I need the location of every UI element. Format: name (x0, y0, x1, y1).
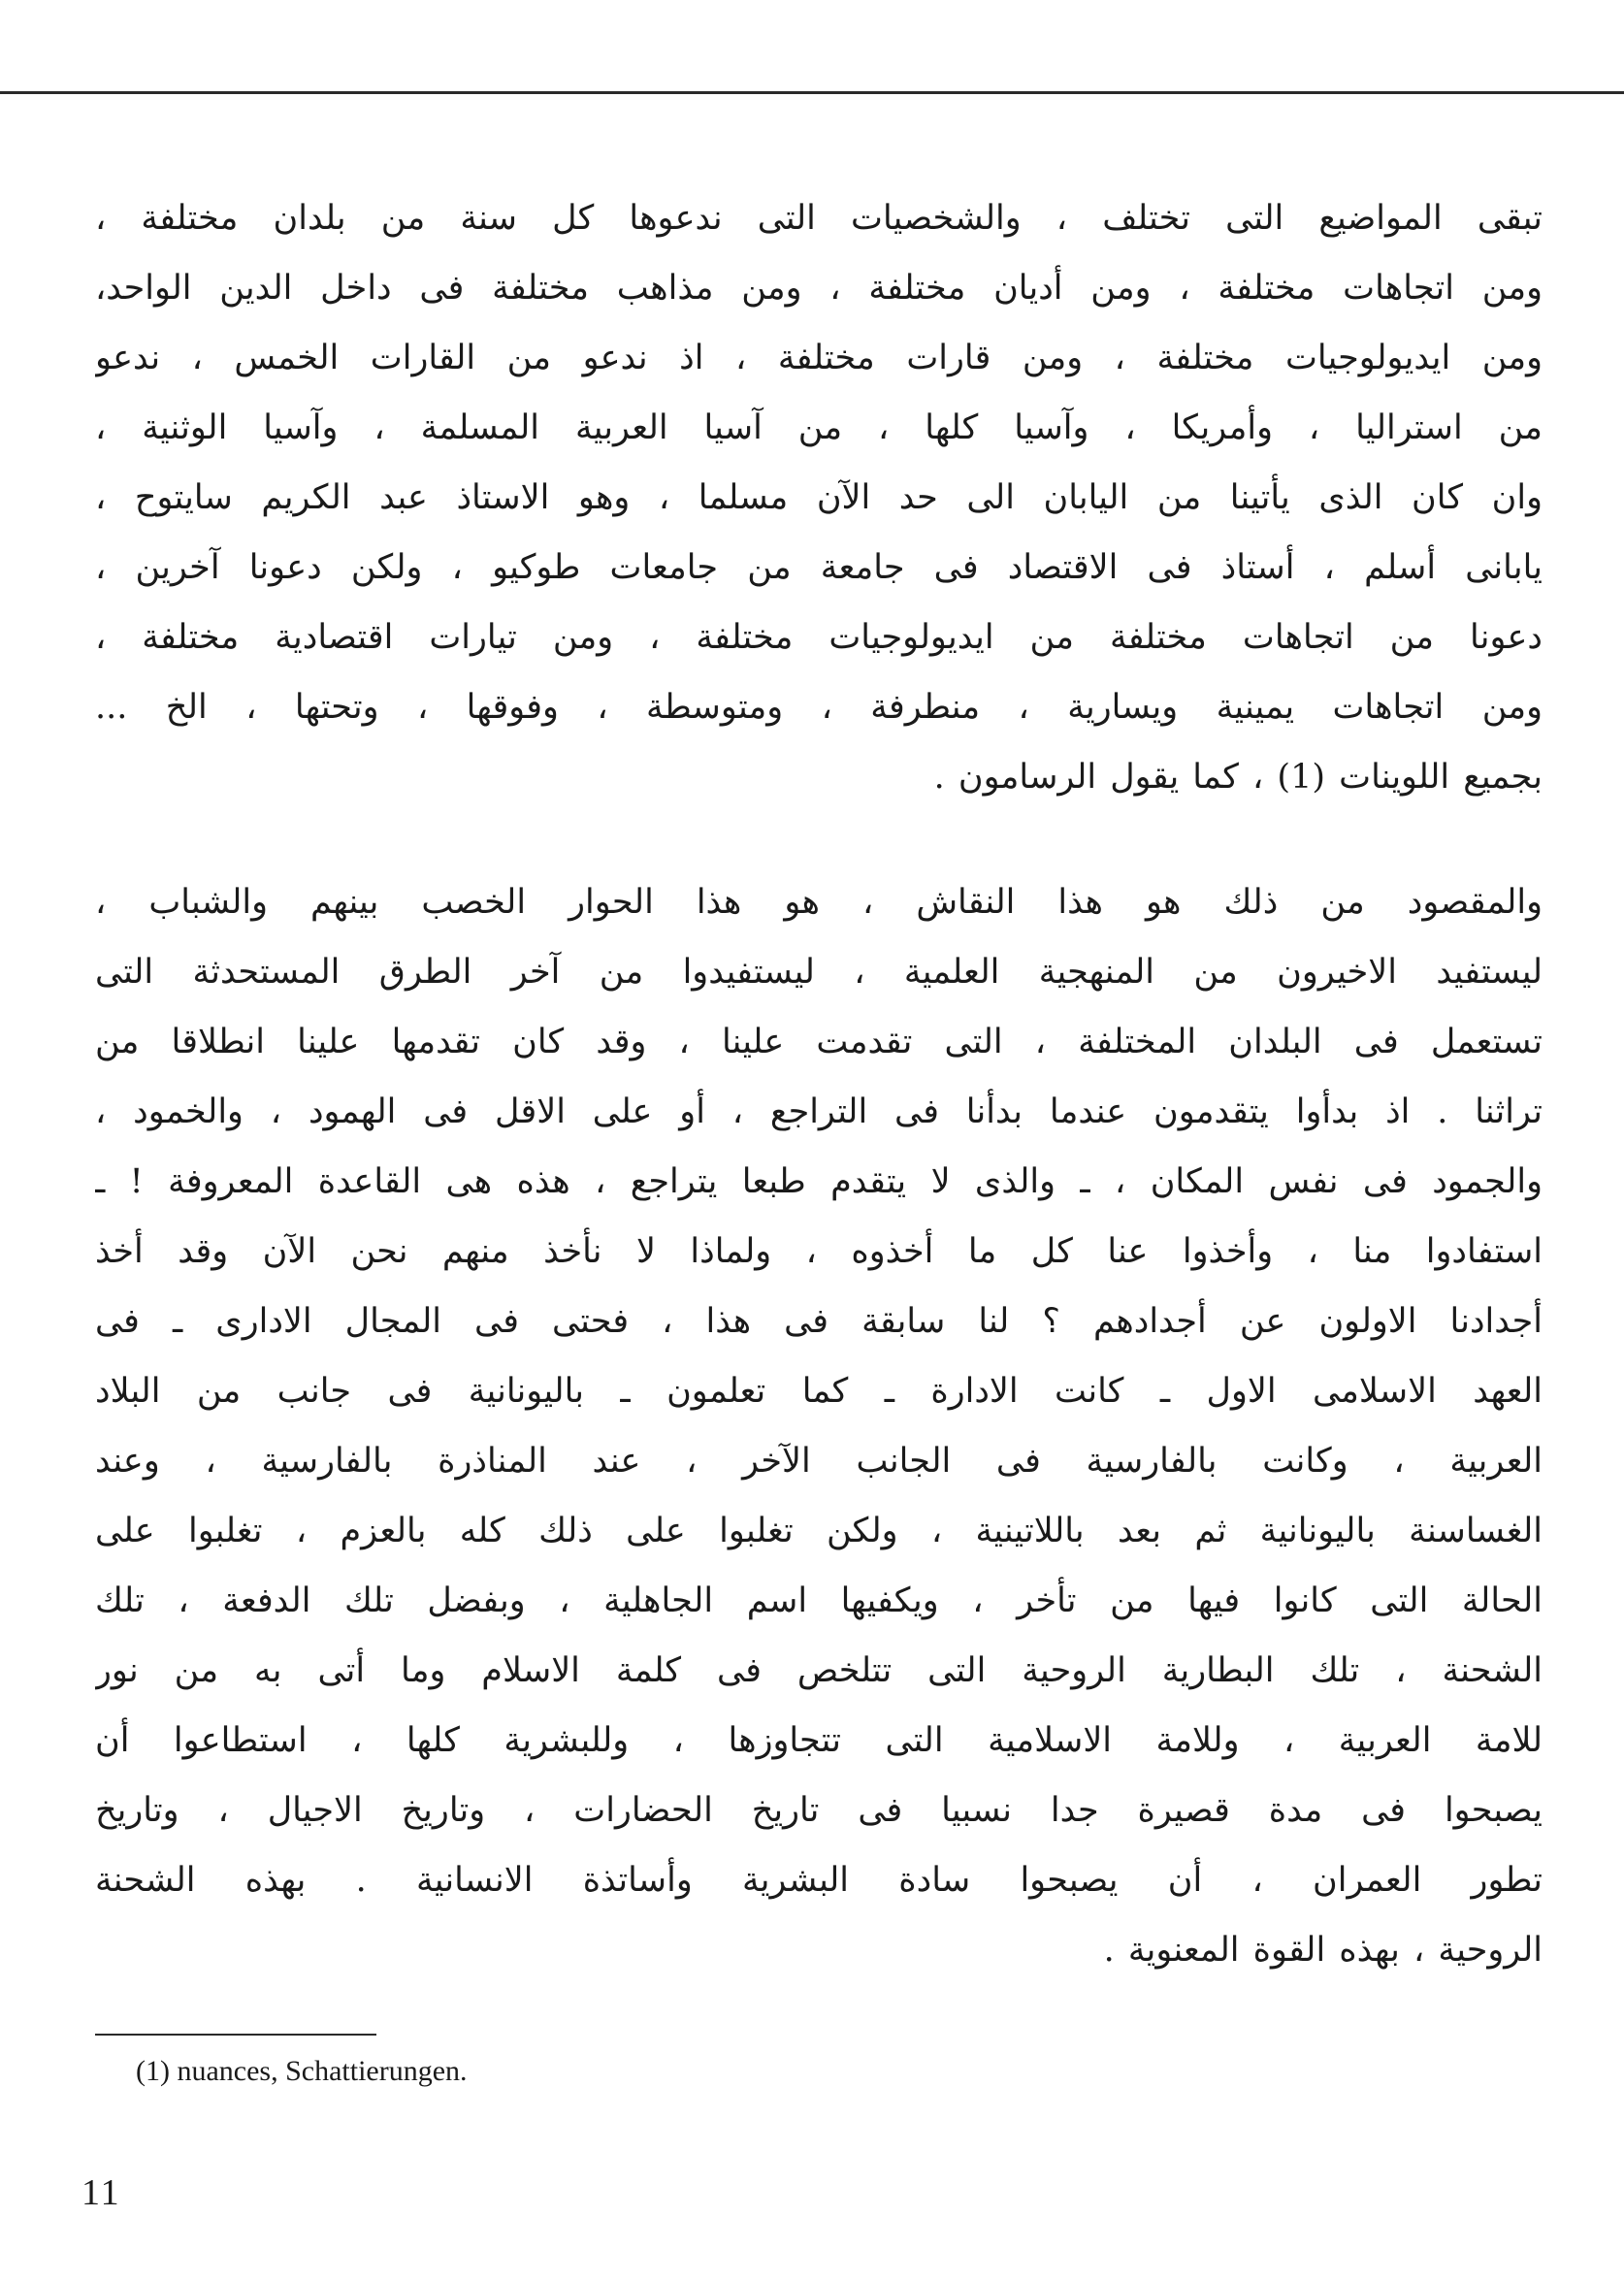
text-line: والجمود فى نفس المكان ، ـ والذى لا يتقدم طبعا يتراجع ، هذه هى القاعدة المعروفة ! ـ (95, 1162, 1543, 1201)
page-number: 11 (81, 2172, 121, 2213)
text-line: الشحنة ، تلك البطارية الروحية التى تتلخص فى كلمة الاسلام وما أتى به من نور (95, 1651, 1543, 1690)
text-line: ومن ايديولوجيات مختلفة ، ومن قارات مختلفة ، اذ ندعو من القارات الخمس ، ندعو (95, 339, 1543, 377)
text-line: تبقى المواضيع التى تختلف ، والشخصيات التى ندعوها كل سنة من بلدان مختلفة ، (95, 199, 1543, 238)
footnote: (1) nuances, Schattierungen. (136, 2055, 468, 2087)
text-line: تراثنا . اذ بدأوا يتقدمون عندما بدأنا فى التراجع ، أو على الاقل فى الهمود ، والخمود ، (95, 1092, 1543, 1131)
text-line: للامة العربية ، وللامة الاسلامية التى تتجاوزها ، وللبشرية كلها ، استطاعوا أن (95, 1721, 1543, 1760)
text-line: العربية ، وكانت بالفارسية فى الجانب الآخر ، عند المناذرة بالفارسية ، وعند (95, 1442, 1543, 1481)
paragraph-2 (95, 867, 1543, 1985)
text-line: من استراليا ، وأمريكا ، وآسيا كلها ، من آسيا العربية المسلمة ، وآسيا الوثنية ، (95, 408, 1543, 447)
text-line: استفادوا منا ، وأخذوا عنا كل ما أخذوه ، ولماذا لا نأخذ منهم نحن الآن وقد أخذ (95, 1232, 1543, 1271)
text-line: الروحية ، بهذه القوة المعنوية . (1103, 1931, 1543, 1970)
text-line: والمقصود من ذلك هو هذا النقاش ، هو هذا الحوار الخصب بينهم والشباب ، (95, 883, 1543, 922)
text-line: وان كان الذى يأتينا من اليابان الى حد الآن مسلما ، وهو الاستاذ عبد الكريم سايتوح ، (95, 478, 1543, 517)
text-line: دعونا من اتجاهات مختلفة من ايديولوجيات مختلفة ، ومن تيارات اقتصادية مختلفة ، (95, 618, 1543, 657)
paragraph-1 (95, 183, 1543, 812)
footnote-rule (95, 2034, 376, 2036)
text-line: تستعمل فى البلدان المختلفة ، التى تقدمت علينا ، وقد كان تقدمها علينا انطلاقا من (95, 1023, 1543, 1061)
text-line: أجدادنا الاولون عن أجدادهم ؟ لنا سابقة فى هذا ، فحتى فى المجال الادارى ـ فى (95, 1302, 1543, 1341)
header-rule (0, 91, 1624, 94)
text-line: يصبحوا فى مدة قصيرة جدا نسبيا فى تاريخ الحضارات ، وتاريخ الاجيال ، وتاريخ (95, 1791, 1543, 1830)
text-line: ومن اتجاهات يمينية ويسارية ، منطرفة ، ومتوسطة ، وفوقها ، وتحتها ، الخ ... (95, 688, 1543, 727)
text-line: العهد الاسلامى الاول ـ كانت الادارة ـ كما تعلمون ـ باليونانية فى جانب من البلاد (95, 1372, 1543, 1411)
text-line: ومن اتجاهات مختلفة ، ومن أديان مختلفة ، ومن مذاهب مختلفة فى داخل الدين الواحد، (95, 269, 1543, 308)
text-line: الغساسنة باليونانية ثم بعد باللاتينية ، ولكن تغلبوا على ذلك كله بالعزم ، تغلبوا على (95, 1512, 1543, 1550)
text-line: ليستفيد الاخيرون من المنهجية العلمية ، ليستفيدوا من آخر الطرق المستحدثة التى (95, 953, 1543, 992)
text-line: يابانى أسلم ، أستاذ فى الاقتصاد فى جامعة من جامعات طوكيو ، ولكن دعونا آخرين ، (95, 548, 1543, 587)
text-line: تطور العمران ، أن يصبحوا سادة البشرية وأساتذة الانسانية . بهذه الشحنة (95, 1861, 1543, 1900)
text-line: الحالة التى كانوا فيها من تأخر ، ويكفيها اسم الجاهلية ، وبفضل تلك الدفعة ، تلك (95, 1581, 1543, 1620)
text-line: بجميع اللوينات (1) ، كما يقول الرسامون . (933, 758, 1543, 797)
